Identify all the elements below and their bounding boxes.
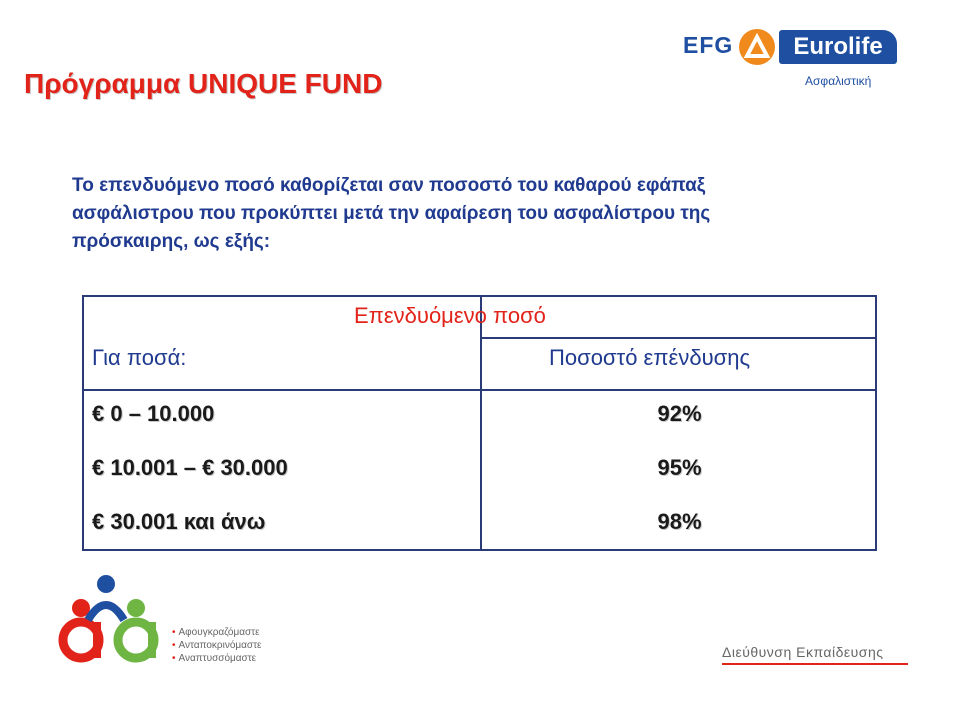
intro-paragraph	[72, 172, 912, 256]
logo-efg-text: EFG	[683, 32, 734, 58]
bullet-icon: •	[172, 627, 176, 638]
efg-eurolife-logo	[683, 28, 903, 98]
logo-brand-text: Eurolife	[779, 30, 897, 64]
logo-subtitle: Ασφαλιστική	[805, 74, 872, 88]
company-values-list	[172, 626, 262, 665]
table-cell-range: € 30.001 και άνω	[92, 509, 266, 534]
column-header-amounts: Για ποσά:	[92, 345, 187, 370]
column-header-rate: Ποσοστό επένδυσης	[549, 345, 751, 370]
bullet-icon: •	[172, 640, 176, 651]
intro-line: ασφάλιστρου που προκύπτει μετά την αφαίρεση του ασφαλίστρου της	[72, 203, 711, 224]
department-underline	[722, 663, 908, 665]
investment-rate-table	[82, 295, 877, 551]
department-label: Διεύθυνση Εκπαίδευσης	[722, 644, 884, 660]
value-item: • Ανταποκρινόμαστε	[172, 640, 262, 651]
table-cell-range: € 10.001 – € 30.000	[92, 455, 288, 480]
page-title: Πρόγραμμα UNIQUE FUND	[24, 68, 383, 99]
intro-line: Το επενδυόμενο ποσό καθορίζεται σαν ποσοστό του καθαρού εφάπαξ	[72, 175, 706, 196]
intro-line: πρόσκαιρης, ως εξής:	[72, 231, 271, 252]
eurolife-mark-icon	[738, 28, 776, 66]
table-divider	[84, 389, 875, 391]
value-item: • Αναπτυσσόμαστε	[172, 653, 257, 664]
table-cell-rate: 92%	[657, 401, 702, 426]
bullet-icon: •	[172, 653, 176, 664]
table-cell-rate: 95%	[657, 455, 702, 480]
table-cell-rate: 98%	[657, 509, 702, 534]
table-divider	[480, 337, 875, 339]
value-item: • Αφουγκραζόμαστε	[172, 627, 260, 638]
table-cell-range: € 0 – 10.000	[92, 401, 215, 426]
table-group-header: Επενδυόμενο ποσό	[354, 303, 546, 328]
